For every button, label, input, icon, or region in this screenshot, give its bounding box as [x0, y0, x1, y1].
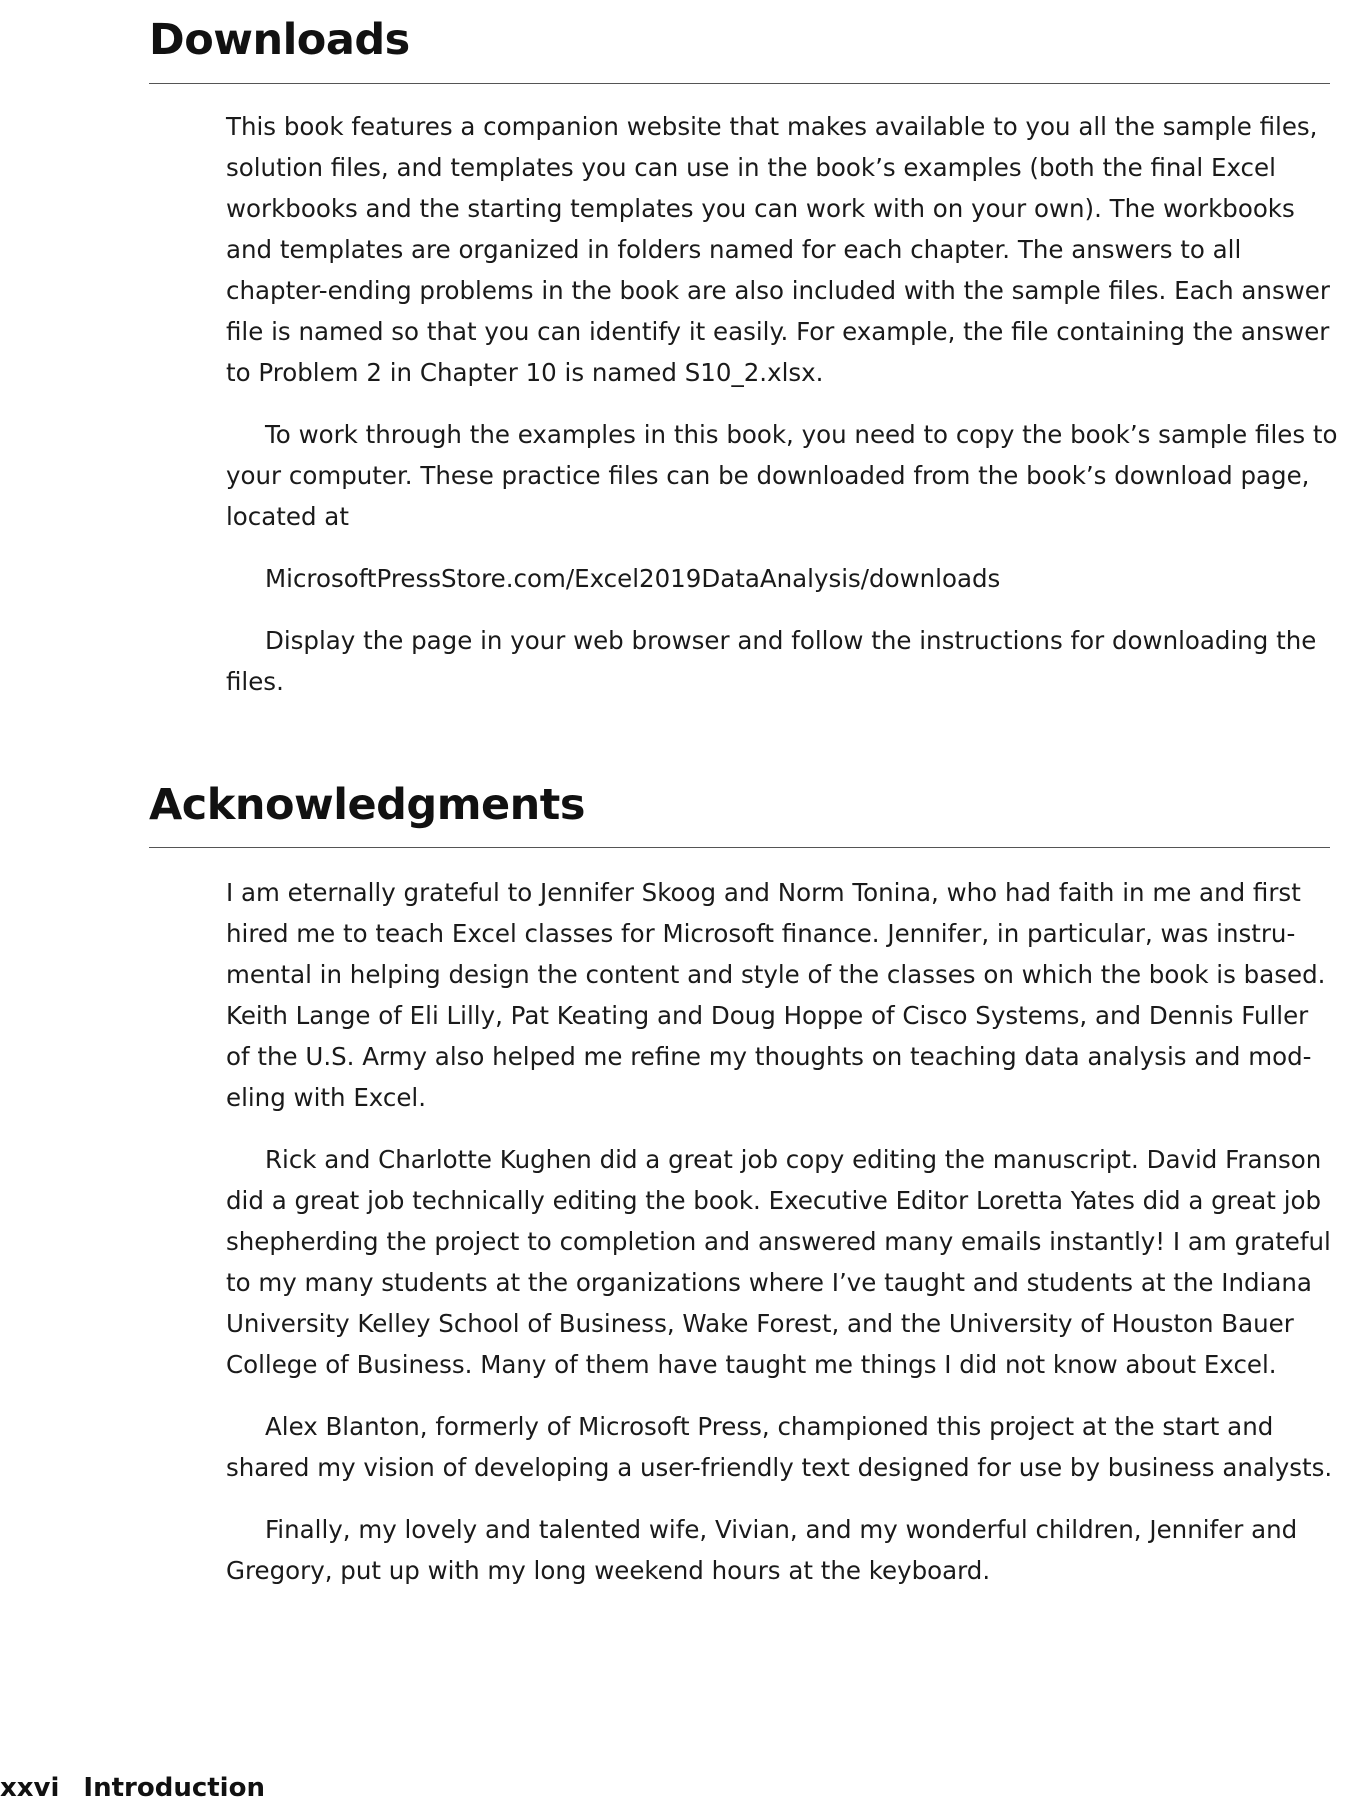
downloads-paragraph-3: Display the page in your web browser and follow the instructions for downloading the files.	[226, 626, 1317, 696]
acknowledgments-paragraph-1: I am eternally grateful to Jennifer Skoog and Norm Tonina, who had faith in me and first hired me to teach Excel classes for Microsoft finance. Jennifer, in particular, was instru-mental in helping design the content and style of the classes on which the book is based. Keith Lange of Eli Lilly, Pat Keating and Doug Hoppe of Cisco Systems, and Dennis Fuller of the U.S. Army also helped me refine my thoughts on teaching data analysis and mod-eling with Excel.	[226, 878, 1326, 1112]
downloads-paragraph-2: To work through the examples in this book, you need to copy the book’s sample files to your computer. These practice files can be downloaded from the book’s download page, located at	[226, 420, 1338, 531]
acknowledgments-paragraph-2: Rick and Charlotte Kughen did a great job copy editing the manuscript. David Franson did a great job technically editing the book. Executive Editor Loretta Yates did a great job shepherding the project to completion and answered many emails instantly! I am grateful to my many students at the organizations where I’ve taught and students at the Indiana University Kelley School of Business, Wake Forest, and the University of Houston Bauer College of Business. Many of them have taught me things I did not know about Excel.	[226, 1145, 1331, 1379]
acknowledgments-heading: Acknowledgments	[149, 780, 585, 830]
acknowledgments-paragraph-3: Alex Blanton, formerly of Microsoft Press, championed this project at the start and shared my vision of developing a user-friendly text designed for use by business analysts.	[226, 1412, 1333, 1482]
downloads-url[interactable]: MicrosoftPressStore.com/Excel2019DataAnalysis/downloads	[265, 564, 1001, 593]
downloads-paragraph-1: This book features a companion website that makes available to you all the sample files, solution files, and templates you can use in the book’s examples (both the final Excel workbooks and the starting templates you can work with on your own). The workbooks and templates are organized in folders named for each chapter. The answers to all chapter-ending problems in the book are also included with the sample files. Each answer file is named so that you can identify it easily. For example, the file containing the answer to Problem 2 in Chapter 10 is named S10_2.xlsx.	[226, 112, 1330, 387]
page-number: xxvi	[0, 1773, 60, 1803]
downloads-heading: Downloads	[149, 15, 410, 65]
acknowledgments-heading-rule	[149, 847, 1330, 848]
acknowledgments-body	[226, 872, 1338, 1612]
acknowledgments-paragraph-4: Finally, my lovely and talented wife, Vivian, and my wonderful children, Jennifer and Gregory, put up with my long weekend hours at the keyboard.	[226, 1515, 1298, 1585]
downloads-body	[226, 106, 1338, 723]
footer-section-title: Introduction	[83, 1773, 265, 1803]
page-footer	[0, 1775, 265, 1801]
downloads-heading-rule	[149, 83, 1330, 84]
